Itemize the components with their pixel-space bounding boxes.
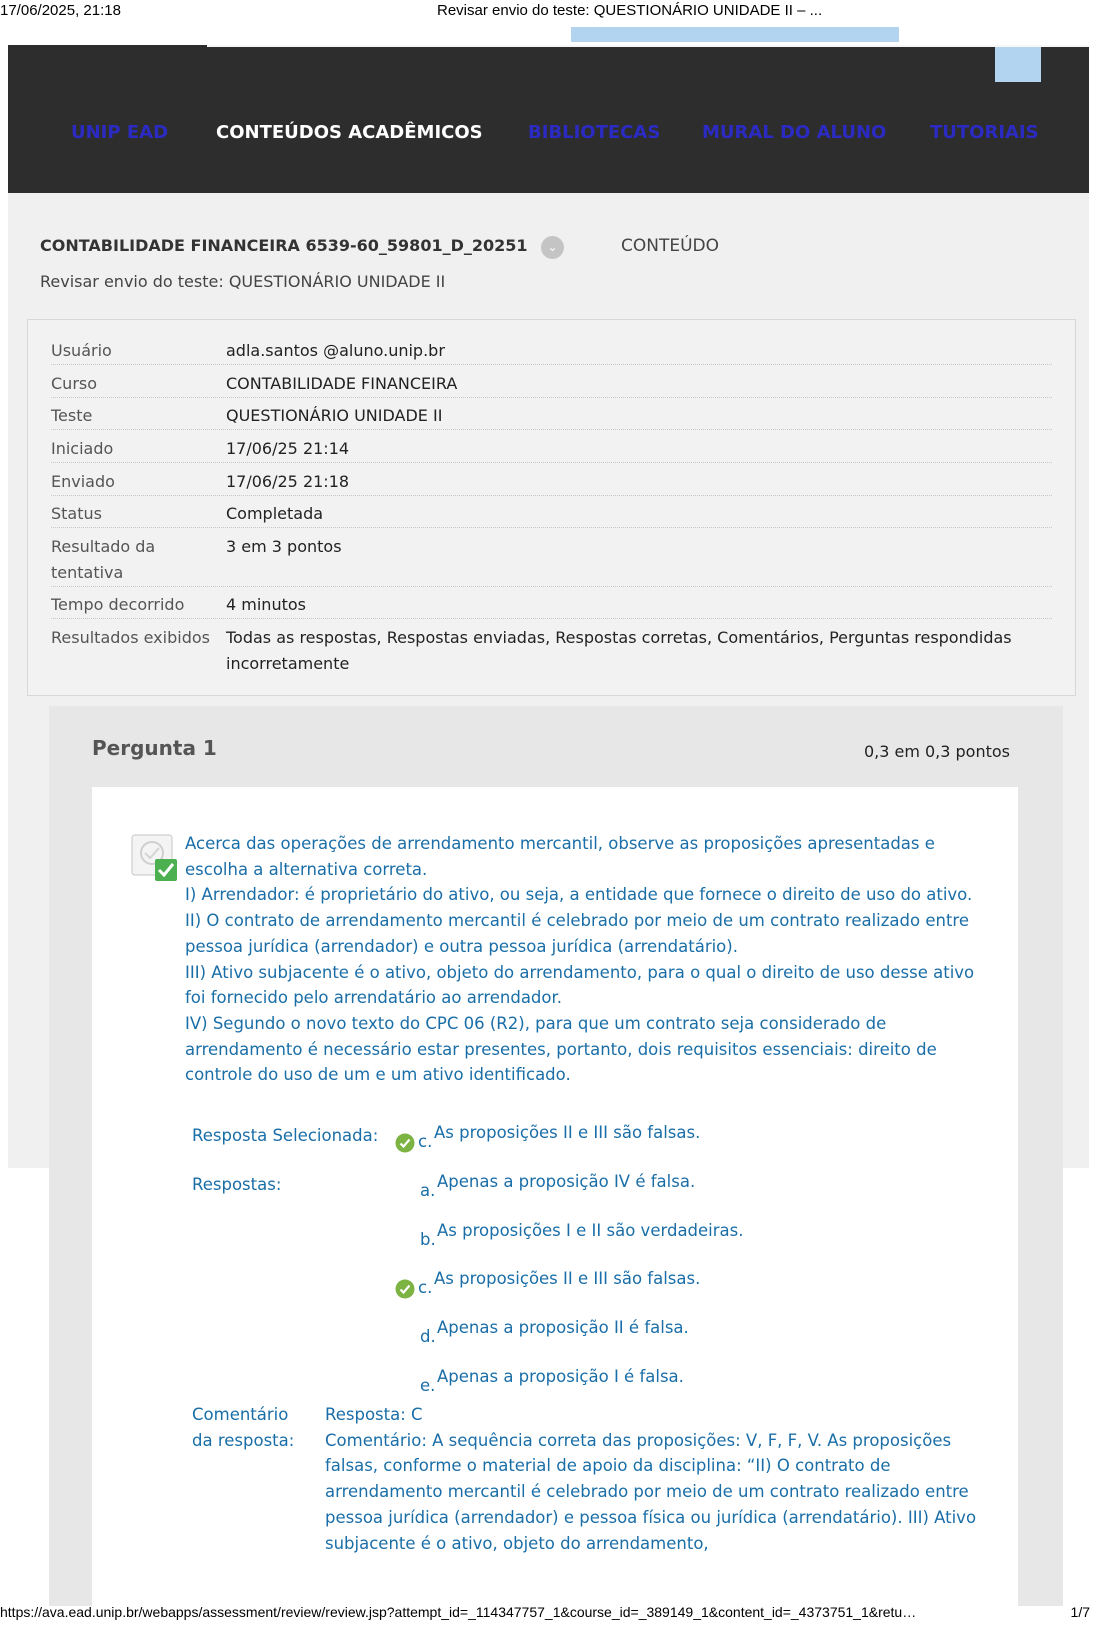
print-header: [0, 0, 1096, 22]
nav-item-bibliotecas[interactable]: BIBLIOTECAS: [528, 122, 661, 143]
answer-letter: e.: [420, 1376, 436, 1395]
info-label: Curso: [51, 374, 98, 393]
info-label: Usuário: [51, 341, 112, 360]
nav-corner-highlight: [995, 47, 1041, 82]
info-label: Status: [51, 504, 102, 523]
print-footer: [0, 1602, 1096, 1624]
correct-check-icon: [395, 1279, 415, 1299]
answer-letter: d.: [420, 1327, 436, 1346]
question-title: Pergunta 1: [92, 736, 217, 760]
question-paragraph: IV) Segundo o novo texto do CPC 06 (R2), para que um contrato seja considerado de arrendamento é necessário estar presentes, portanto, dois requisitos essenciais: direito de controle do uso de um e um ativo identificado.: [185, 1013, 937, 1085]
question-text: [185, 831, 985, 1088]
nav-item-tutoriais[interactable]: TUTORIAIS: [930, 122, 1039, 143]
chevron-down-icon[interactable]: ⌄: [541, 236, 564, 259]
selected-answer-label: Resposta Selecionada:: [192, 1126, 379, 1145]
comment-paragraph: Comentário: A sequência correta das proposições: V, F, F, V. As proposições falsas, conforme o material de apoio da disciplina: “II) O contrato de arrendamento mercantil é celebrado por meio de um contrato realizado entre pessoa jurídica (arrendador) e pessoa física ou jurídica (arrendatário). III) Ativo subjacente é o ativo, objeto do arrendamento,: [325, 1430, 977, 1553]
info-value: 3 em 3 pontos: [226, 537, 342, 556]
question-paragraph: I) Arrendador: é proprietário do ativo, ou seja, a entidade que fornece o direito de uso do ativo.: [185, 885, 973, 905]
info-value: 17/06/25 21:14: [226, 439, 350, 458]
answer-letter: a.: [420, 1181, 436, 1200]
correct-check-icon: [395, 1133, 415, 1153]
info-label: Iniciado: [51, 439, 114, 458]
info-row-submitted: [51, 469, 1052, 496]
print-url: https://ava.ead.unip.br/webapps/assessment/review/review.jsp?attempt_id=_114347757_1&course_id=_389149_1&content_id=_4373751_1&retu…: [0, 1604, 917, 1620]
page-title: Revisar envio do teste: QUESTIONÁRIO UNIDADE II: [40, 272, 446, 291]
answer-option-c[interactable]: As proposições II e III são falsas.: [434, 1269, 701, 1288]
selected-answer-text: As proposições II e III são falsas.: [434, 1123, 701, 1142]
nav-item-conteudos-academicos[interactable]: CONTEÚDOS ACADÊMICOS: [216, 122, 483, 143]
info-label: Enviado: [51, 472, 115, 491]
print-title: Revisar envio do teste: QUESTIONÁRIO UNIDADE II – ...: [437, 2, 823, 19]
info-row-user: [51, 338, 1052, 365]
info-label: Resultado da tentativa: [51, 537, 156, 582]
answer-comment: [325, 1402, 985, 1556]
question-header: [49, 706, 1063, 786]
info-row-elapsed: [51, 592, 1052, 619]
answers-label: Respostas:: [192, 1175, 282, 1194]
info-label: Resultados exibidos: [51, 628, 210, 647]
nav-item-mural-do-aluno[interactable]: MURAL DO ALUNO: [702, 122, 887, 143]
info-value: 4 minutos: [226, 595, 306, 614]
info-row-result: [51, 534, 1052, 587]
question-paragraph: II) O contrato de arrendamento mercantil é celebrado por meio de um contrato realizado entre pessoa jurídica (arrendador) e outra pessoa jurídica (arrendatário).: [185, 911, 970, 956]
correct-answer-icon: [131, 834, 179, 882]
course-title[interactable]: CONTABILIDADE FINANCEIRA 6539-60_59801_D_20251: [40, 236, 528, 255]
question-paragraph: Acerca das operações de arrendamento mercantil, observe as proposições apresentadas e escolha a alternativa correta.: [185, 834, 935, 879]
info-value: adla.santos @aluno.unip.br: [226, 341, 445, 360]
answer-letter: c.: [418, 1278, 433, 1297]
info-row-course: [51, 371, 1052, 398]
info-row-results-shown: [51, 625, 1052, 678]
answer-option-a[interactable]: Apenas a proposição IV é falsa.: [437, 1172, 696, 1191]
main-navbar: [8, 47, 1089, 193]
info-row-status: [51, 501, 1052, 528]
info-row-test: [51, 403, 1052, 430]
print-page-number: 1/7: [1070, 1604, 1090, 1620]
question-panel: [49, 706, 1063, 1606]
nav-item-unip-ead[interactable]: UNIP EAD: [71, 122, 169, 143]
highlight-bar: [571, 27, 899, 42]
info-label: Teste: [51, 406, 93, 425]
question-body: [92, 787, 1018, 1607]
info-value: 17/06/25 21:18: [226, 472, 350, 491]
info-value: CONTABILIDADE FINANCEIRA: [226, 374, 458, 393]
question-points: 0,3 em 0,3 pontos: [863, 742, 1010, 761]
comment-paragraph: Resposta: C: [325, 1405, 423, 1424]
info-label: Tempo decorrido: [51, 595, 185, 614]
info-value: Todas as respostas, Respostas enviadas, Respostas corretas, Comentários, Perguntas respondidas incorretamente: [226, 628, 1012, 673]
comment-label: Comentário da resposta:: [192, 1405, 295, 1450]
answer-option-d[interactable]: Apenas a proposição II é falsa.: [437, 1318, 689, 1337]
answer-option-b[interactable]: As proposições I e II são verdadeiras.: [437, 1221, 744, 1240]
info-value: Completada: [226, 504, 324, 523]
answer-option-e[interactable]: Apenas a proposição I é falsa.: [437, 1367, 684, 1386]
question-paragraph: III) Ativo subjacente é o ativo, objeto do arrendamento, para o qual o direito de uso desse ativo foi fornecido pelo arrendatário ao arrendador.: [185, 962, 975, 1008]
attempt-info-panel: [27, 319, 1076, 696]
info-row-started: [51, 436, 1052, 463]
info-value: QUESTIONÁRIO UNIDADE II: [226, 406, 443, 425]
nav-menu: [8, 122, 1089, 150]
content-link[interactable]: CONTEÚDO: [621, 236, 720, 256]
answer-letter: b.: [420, 1230, 436, 1249]
print-datetime: 17/06/2025, 21:18: [0, 2, 121, 19]
selected-answer-letter: c.: [418, 1132, 433, 1151]
